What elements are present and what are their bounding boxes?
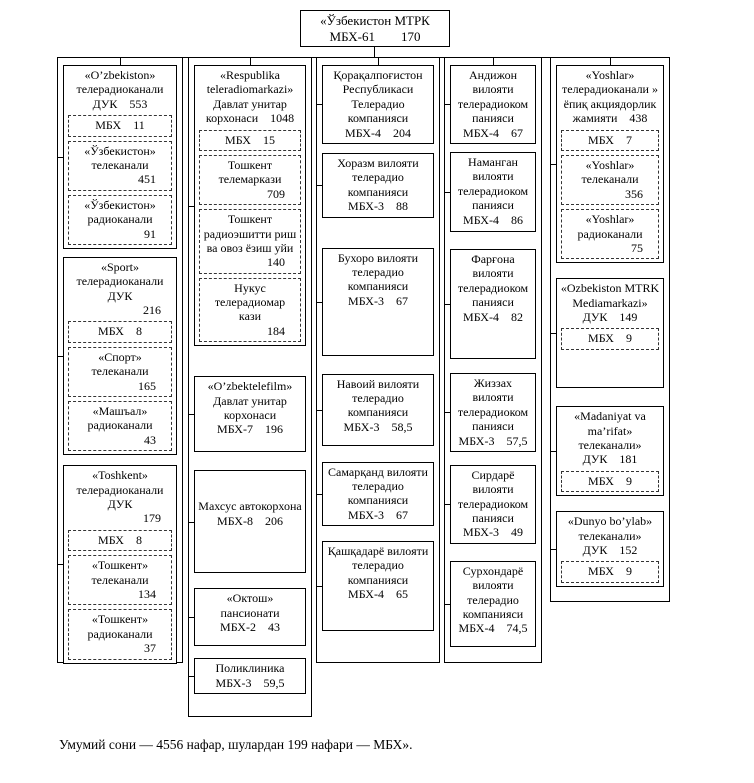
box-value: 82 bbox=[510, 309, 523, 324]
box-value: 59,5 bbox=[263, 675, 285, 690]
box-value: 204 bbox=[392, 125, 411, 140]
org-box-toshkent-teleradiokanali-duk bbox=[63, 465, 177, 663]
org-box-toshkent-telemarkazi bbox=[199, 155, 301, 205]
box-value: 7 bbox=[625, 132, 632, 147]
box-value: 58,5 bbox=[391, 419, 413, 434]
box-value: 140 bbox=[267, 255, 285, 270]
org-box-yoshlar-telekanali bbox=[561, 155, 659, 205]
box-title: Махсус автокорхона МБХ-8 bbox=[198, 499, 302, 528]
box-value: 1048 bbox=[270, 111, 295, 126]
org-box-mashal-radiokanali bbox=[68, 401, 172, 451]
box-title: Навоий вилояти телерадио компанияси МБХ-3 bbox=[336, 376, 420, 434]
org-box-sport-teleradiokanali-duk bbox=[63, 257, 177, 455]
box-value: 9 bbox=[625, 331, 632, 346]
box-value: 8 bbox=[135, 324, 142, 339]
org-box-sport-telekanali bbox=[68, 347, 172, 397]
org-box-mbx bbox=[561, 328, 659, 349]
org-box-surxondaryo-trk bbox=[450, 561, 536, 647]
box-title: Самарқанд вилояти телерадио компанияси МБХ-3 bbox=[328, 464, 428, 522]
box-title: Фарғона вилояти телерадиоком панияси МБХ-4 bbox=[457, 251, 529, 324]
box-title: Бухоро вилояти телерадио компанияси МБХ-3 bbox=[337, 250, 419, 308]
org-box-respublika-teleradiomarkazi bbox=[194, 65, 306, 346]
box-title: Нукус телерадиомар кази bbox=[214, 280, 286, 324]
box-value: 451 bbox=[138, 172, 156, 187]
box-value: 86 bbox=[510, 212, 523, 227]
box-value: 216 bbox=[143, 303, 161, 318]
org-box-poliklinika bbox=[194, 658, 306, 694]
root-mbx-value: 170 bbox=[400, 29, 421, 45]
org-box-mbx bbox=[561, 130, 659, 151]
box-title: Сурхондарё вилояти телерадио компанияси МБХ-4 bbox=[458, 563, 524, 636]
box-title: «Respublika teleradiomarkazi» Давлат унитар корхонаси bbox=[205, 68, 294, 126]
box-title: Тошкент радиоэшитти риш ва овоз ёзиш уйи bbox=[203, 212, 297, 255]
org-box-mbx bbox=[561, 561, 659, 582]
box-value: 57,5 bbox=[506, 433, 528, 448]
box-value: 67 bbox=[395, 507, 408, 522]
column-5 bbox=[550, 57, 670, 602]
box-title: «Madaniyat va ma’rifat» телеканали» ДУК bbox=[574, 409, 646, 467]
org-box-yoshlar-radiokanali bbox=[561, 209, 659, 259]
org-box-uzbekiston-telekanali bbox=[68, 141, 172, 191]
org-box-qashqadaryo-trk bbox=[322, 541, 434, 631]
column-2 bbox=[188, 57, 312, 717]
box-value: 67 bbox=[395, 293, 408, 308]
box-value: 88 bbox=[395, 199, 408, 214]
org-box-xorazm-trk bbox=[322, 153, 434, 218]
box-title: Хоразм вилояти телерадио компанияси МБХ-3 bbox=[337, 155, 419, 214]
org-box-samarqand-trk bbox=[322, 462, 434, 527]
box-title: Поликлиника МБХ-3 bbox=[215, 661, 285, 690]
org-box-andijon-trk bbox=[450, 65, 536, 144]
box-value: 75 bbox=[631, 240, 643, 255]
box-title: «Dunyo bo’ylab» телеканали» ДУК bbox=[567, 514, 653, 558]
box-value: 149 bbox=[619, 310, 638, 325]
box-value: 9 bbox=[625, 473, 632, 488]
org-box-mbx bbox=[561, 471, 659, 492]
box-title: МБХ bbox=[588, 564, 614, 579]
box-value: 184 bbox=[267, 323, 285, 338]
box-value: 65 bbox=[395, 587, 408, 602]
box-title: «Октош» пансионати МБХ-2 bbox=[220, 591, 280, 635]
org-box-mbx bbox=[68, 321, 172, 342]
box-value: 91 bbox=[144, 226, 156, 241]
org-box-maxsus-avtokorxona bbox=[194, 470, 306, 573]
box-title: МБХ bbox=[588, 331, 614, 346]
box-value: 181 bbox=[619, 452, 638, 467]
org-box-toshkent-radioeshittirish-uyi bbox=[199, 209, 301, 274]
box-title: Жиззах вилояти телерадиоком панияси МБХ-3 bbox=[457, 375, 529, 448]
box-value: 74,5 bbox=[506, 621, 528, 636]
box-value: 134 bbox=[138, 586, 156, 601]
box-title: «Toshkent» телерадиоканали ДУК bbox=[76, 468, 164, 511]
box-title: Сирдарё вилояти телерадиоком панияси МБХ-3 bbox=[457, 467, 529, 540]
org-box-jizzax-trk bbox=[450, 373, 536, 452]
org-box-mbx bbox=[199, 130, 301, 151]
box-value: 165 bbox=[138, 378, 156, 393]
org-box-qoraqalpogiston-trk bbox=[322, 65, 434, 144]
box-title: «Тошкент» телеканали bbox=[91, 558, 149, 587]
box-value: 206 bbox=[264, 513, 283, 528]
box-title: «Ўзбекистон» радиоканали bbox=[84, 197, 156, 227]
org-box-mbx bbox=[68, 115, 172, 136]
box-title: «Спорт» телеканали bbox=[91, 349, 149, 379]
box-value: 9 bbox=[625, 564, 632, 579]
org-box-ozbekiston-mtrk-mediamarkazi bbox=[556, 278, 664, 388]
root-mbx-label: МБХ-61 bbox=[329, 29, 375, 45]
org-box-namangan-trk bbox=[450, 152, 536, 232]
box-title: МБХ bbox=[588, 473, 614, 488]
box-value: 179 bbox=[143, 511, 161, 526]
box-value: 15 bbox=[262, 132, 275, 147]
box-title: МБХ bbox=[588, 132, 614, 147]
box-value: 37 bbox=[144, 641, 156, 656]
box-value: 152 bbox=[619, 543, 638, 558]
box-value: 67 bbox=[510, 125, 523, 140]
box-title: МБХ bbox=[95, 118, 122, 133]
org-box-ozbektelefilm bbox=[194, 376, 306, 452]
box-value: 196 bbox=[264, 422, 283, 437]
box-title: «O’zbektelefilm» Давлат унитар корхонаси МБХ-7 bbox=[207, 379, 293, 437]
org-box-nukus-teleradiomarkazi bbox=[199, 278, 301, 343]
box-title: Тошкент телемаркази bbox=[218, 157, 282, 187]
box-title: «Тошкент» радиоканали bbox=[87, 612, 153, 641]
box-value: 709 bbox=[267, 186, 285, 201]
box-value: 11 bbox=[133, 118, 145, 133]
column-1 bbox=[57, 57, 183, 663]
box-title: «Sport» телерадиоканали ДУК bbox=[76, 259, 164, 303]
box-value: 8 bbox=[135, 532, 142, 547]
box-title: «Yoshlar» телеканали bbox=[581, 157, 639, 187]
org-box-toshkent-radiokanali bbox=[68, 609, 172, 659]
box-value: 356 bbox=[625, 186, 643, 201]
org-box-yoshlar-teleradiokanali bbox=[556, 65, 664, 263]
box-title: «Yoshlar» радиоканали bbox=[577, 212, 643, 241]
box-title: МБХ bbox=[98, 532, 124, 547]
box-title: «Ўзбекистон» телеканали bbox=[84, 143, 156, 172]
total-caption: Умумий сони — 4556 нафар, шулардан 199 нафари — МБХ». bbox=[59, 737, 413, 752]
box-title: «O’zbekiston» телерадиоканали ДУК bbox=[76, 68, 164, 111]
org-box-fargona-trk bbox=[450, 249, 536, 359]
box-value: 438 bbox=[629, 111, 648, 126]
box-title: МБХ bbox=[98, 324, 124, 339]
org-box-toshkent-telekanali bbox=[68, 555, 172, 605]
box-title: Қашқадарё вилояти телерадио компанияси МБХ-4 bbox=[327, 544, 429, 602]
box-value: 553 bbox=[129, 96, 148, 111]
column-3 bbox=[316, 57, 440, 663]
org-box-uzbekiston-radiokanali bbox=[68, 195, 172, 245]
org-box-dunyo-boylab-telekanali bbox=[556, 511, 664, 587]
root-title: «Ўзбекистон МТРК bbox=[320, 13, 430, 28]
box-title: «Yoshlar» телерадиоканали » ёпиқ акциядорлик жамияти bbox=[562, 68, 658, 126]
box-title: «Машъал» радиоканали bbox=[87, 404, 153, 433]
org-box-mbx bbox=[68, 530, 172, 551]
box-title: Наманган вилояти телерадиоком панияси МБХ-4 bbox=[457, 154, 529, 227]
box-value: 43 bbox=[267, 620, 280, 635]
box-title: МБХ bbox=[225, 132, 251, 147]
box-value: 43 bbox=[144, 432, 156, 447]
org-box-navoiy-trk bbox=[322, 374, 434, 446]
column-4 bbox=[444, 57, 542, 663]
box-value: 49 bbox=[510, 525, 523, 540]
org-box-sirdaryo-trk bbox=[450, 465, 536, 544]
org-box-madaniyat-va-marifat-telekanali bbox=[556, 406, 664, 496]
org-box-oktosh-pansionati bbox=[194, 588, 306, 646]
org-box-ozbekiston-teleradiokanali-duk bbox=[63, 65, 177, 249]
box-title: «Ozbekiston MTRK Mediamarkazi» ДУК bbox=[560, 281, 660, 325]
box-title: Қорақалпоғистон Республикаси Телерадио компанияси МБХ-4 bbox=[333, 68, 423, 140]
box-title: Андижон вилояти телерадиоком панияси МБХ-4 bbox=[457, 68, 529, 140]
org-box-buxoro-trk bbox=[322, 248, 434, 356]
